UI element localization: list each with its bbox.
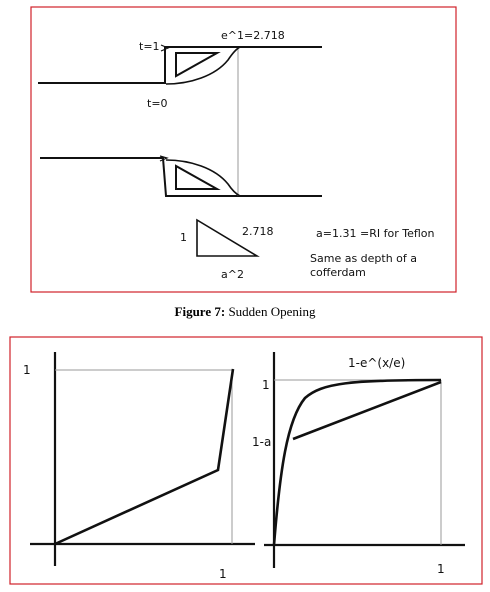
graphs-panel: [10, 337, 482, 584]
right-y-tick-1a-label: 1-a: [252, 435, 272, 449]
triangle-base-label: a^2: [221, 268, 244, 281]
left-graph: [23, 352, 255, 581]
right-graph: [252, 352, 465, 576]
depth-note-line2: cofferdam: [310, 266, 366, 279]
lower-spread-curve: [166, 160, 240, 196]
lower-wall-line: [40, 158, 322, 196]
figure7-panel: [31, 7, 456, 292]
triangle-hyp-label: 2.718: [242, 225, 274, 238]
t0-label: t=0: [147, 97, 168, 110]
upper-triangle-shape: [176, 53, 217, 76]
right-y-tick-1-label: 1: [262, 378, 270, 392]
left-curve-line: [55, 369, 233, 544]
depth-note-line1: Same as depth of a: [310, 252, 418, 265]
graphs-frame: [10, 337, 482, 584]
caption-prefix: Figure 7:: [174, 304, 226, 319]
left-y-tick-label: 1: [23, 363, 31, 377]
figure-caption: [175, 304, 316, 319]
triangle-side-label: 1: [180, 231, 187, 244]
figure7-frame: [31, 7, 456, 292]
right-title-label: 1-e^(x/e): [348, 356, 406, 370]
a-value-label: a=1.31: [316, 227, 357, 240]
right-exp-curve: [274, 380, 441, 545]
t1-label: t=1: [139, 40, 160, 53]
ri-note-label: =RI for Teflon: [360, 227, 435, 240]
exp-value-label: e^1=2.718: [221, 29, 285, 42]
caption-text: Sudden Opening: [225, 304, 316, 319]
right-x-tick-label: 1: [437, 562, 445, 576]
left-x-tick-label: 1: [219, 567, 227, 581]
